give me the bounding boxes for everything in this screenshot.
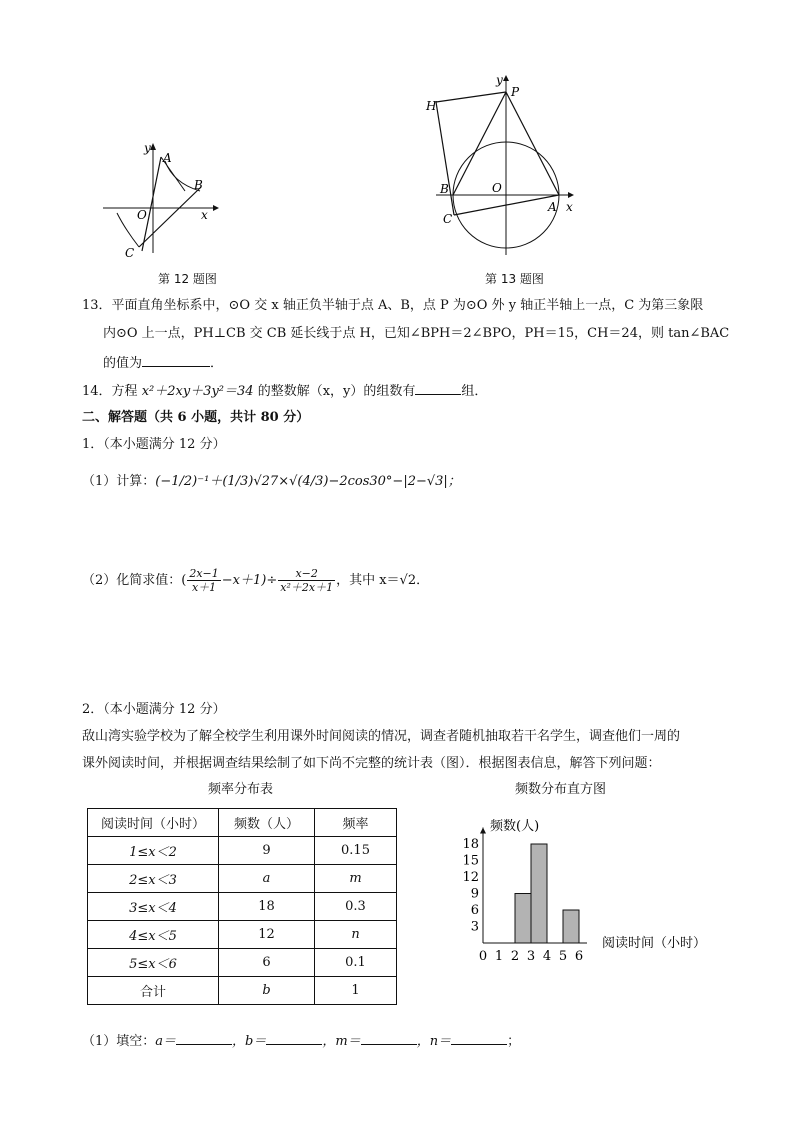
p1-part1-label: （1）计算： — [82, 474, 156, 489]
fig12-label-a: A — [163, 151, 172, 165]
fig12-x-arrow — [213, 205, 219, 211]
table-cell: m — [315, 865, 397, 893]
fig12-caption: 第 12 题图 — [158, 272, 217, 286]
chart-title: 频数分布直方图 — [515, 782, 607, 797]
histogram-chart — [450, 808, 740, 968]
q14-prefix: 14．方程 — [82, 384, 138, 399]
q13-line3-wrap: 的值为 ． — [103, 352, 223, 374]
chart-y-tick-label: 3 — [470, 919, 479, 935]
chart-bar — [563, 910, 579, 943]
p1-header: 1．（本小题满分 12 分） — [82, 437, 226, 452]
table-cell: 12 — [219, 921, 315, 949]
chart-y-tick-label: 15 — [462, 853, 479, 869]
table-cell: 1≤x＜2 — [88, 837, 219, 865]
table-row — [88, 865, 397, 893]
fill-n-label: ，n＝ — [416, 1034, 452, 1049]
chart-x-tick-label: 0 — [478, 949, 488, 964]
q14-end: 组． — [461, 384, 488, 399]
fig13-line-ph — [436, 92, 506, 102]
fig13-label-a: A — [548, 200, 557, 214]
chart-xlabel: 阅读时间（小时） — [602, 936, 707, 951]
fig12-label-c: C — [125, 246, 135, 260]
p2-line1: 敌山湾实验学校为了解全校学生利用课外时间阅读的情况，调查者随机抽取若干名学生，调查他们一周的 — [82, 729, 681, 744]
fill-label: （1）填空： — [82, 1034, 156, 1049]
chart-y-arrow — [480, 828, 486, 834]
table-cell: a — [219, 865, 315, 893]
q13-answer-blank — [142, 352, 210, 367]
fig12-label-y: y — [144, 141, 151, 155]
p1-part1-expr: (−1/2)⁻¹＋(1/3)√27×√(4/3)−2cos30°−|2−√3|； — [155, 474, 461, 489]
table-cell: b — [219, 977, 315, 1005]
table-cell: 3≤x＜4 — [88, 893, 219, 921]
fig13-label-h: H — [426, 99, 437, 113]
fill-a-label: a＝ — [155, 1034, 177, 1049]
p1-part1 — [82, 472, 461, 492]
p2-header: 2．（本小题满分 12 分） — [82, 702, 226, 717]
q13-line1: 13．平面直角坐标系中，⊙O 交 x 轴正负半轴于点 A、B，点 P 为⊙O 外 y 轴正半轴上一点，C 为第三象限 — [82, 298, 704, 313]
fill-m-blank — [361, 1030, 417, 1045]
figure-12 — [95, 135, 225, 265]
fig12-label-x: x — [201, 208, 208, 222]
frequency-table — [87, 808, 397, 1005]
table-row — [88, 893, 397, 921]
table-cell: 1 — [315, 977, 397, 1005]
q13-line2: 内⊙O 上一点，PH⊥CB 交 CB 延长线于点 H，已知∠BPH＝2∠BPO，PH＝15，CH＝24，则 tan∠BAC — [103, 326, 730, 341]
table-cell: 6 — [219, 949, 315, 977]
q14-suffix: 的整数解（x，y）的组数有 — [257, 384, 416, 399]
fill-n-blank — [451, 1030, 507, 1045]
fig13-label-o: O — [492, 181, 502, 195]
fig13-caption: 第 13 题图 — [485, 272, 544, 286]
figure-13 — [418, 70, 588, 265]
section2-title: 二、解答题（共 6 小题，共计 80 分） — [82, 410, 310, 425]
fig13-y-arrow — [503, 75, 509, 81]
q14-equation: x²＋2xy＋3y²＝34 — [141, 384, 254, 399]
table-cell: 0.1 — [315, 949, 397, 977]
q14-answer-blank — [415, 380, 461, 395]
table-total-row — [88, 977, 397, 1005]
table-row — [88, 949, 397, 977]
fill-b-blank — [266, 1030, 322, 1045]
chart-ylabel: 频数(人) — [490, 819, 540, 834]
p1-part2-label: （2）化简求值： — [82, 573, 182, 588]
table-cell: 0.15 — [315, 837, 397, 865]
table-header-cell: 频数（人） — [219, 809, 315, 837]
table-cell: 2≤x＜3 — [88, 865, 219, 893]
table-cell: 4≤x＜5 — [88, 921, 219, 949]
table-cell: n — [315, 921, 397, 949]
chart-x-tick-label: 2 — [510, 949, 520, 964]
fig13-label-b: B — [440, 182, 449, 196]
fig13-line-hc — [436, 102, 454, 215]
fig13-line-pa — [506, 92, 559, 195]
chart-x-tick-label: 4 — [542, 949, 552, 964]
fill-end: ； — [507, 1034, 521, 1049]
q13-line3: 的值为 — [103, 356, 143, 371]
fig13-label-p: P — [511, 85, 520, 99]
chart-x-tick-label: 1 — [494, 949, 504, 964]
fig12-line-ca — [142, 157, 161, 251]
table-cell: 0.3 — [315, 893, 397, 921]
chart-bar — [515, 894, 531, 944]
chart-x-tick-label: 6 — [574, 949, 584, 964]
fig13-label-y: y — [496, 73, 503, 87]
fig12-y-arrow — [150, 143, 156, 150]
table-row — [88, 921, 397, 949]
table-header-cell: 阅读时间（小时） — [88, 809, 219, 837]
fig13-label-c: C — [443, 212, 453, 226]
fig12-hyperbola-lower — [117, 213, 139, 247]
chart-y-tick-label: 6 — [470, 903, 479, 918]
p1-part2: （2）化简求值：( $\frac{2x-1}{x+1}$ −x＋1)÷ $\frac{x-2}{\text{x²＋2x＋1}}$ ，其中 x＝√2． — [82, 567, 430, 594]
table-header-row — [88, 809, 397, 837]
fill-a-blank — [176, 1030, 232, 1045]
chart-y-tick-label: 9 — [470, 886, 479, 902]
fig13-line-pb — [453, 92, 506, 195]
fill-m-label: ，m＝ — [322, 1034, 361, 1049]
chart-x-tick-label: 3 — [526, 949, 536, 964]
table-title: 频率分布表 — [208, 782, 274, 797]
chart-y-tick-label: 12 — [462, 870, 479, 885]
p2-fill — [82, 1030, 520, 1052]
fill-b-label: ，b＝ — [232, 1034, 267, 1049]
table-row — [88, 837, 397, 865]
fig13-label-x: x — [566, 200, 573, 214]
chart-bar — [531, 844, 547, 943]
chart-x-tick-label: 5 — [558, 949, 568, 964]
table-cell: 18 — [219, 893, 315, 921]
table-cell: 合计 — [88, 977, 219, 1005]
table-cell: 9 — [219, 837, 315, 865]
fig12-label-o: O — [137, 208, 147, 222]
p1-part2-tail: ，其中 x＝√2． — [336, 573, 430, 588]
fig12-label-b: B — [194, 178, 203, 192]
table-cell: 5≤x＜6 — [88, 949, 219, 977]
fig13-x-arrow — [568, 192, 574, 198]
chart-y-tick-label: 18 — [462, 837, 479, 852]
p2-line2: 课外阅读时间，并根据调查结果绘制了如下尚不完整的统计表（图）．根据图表信息，解答下列问题： — [82, 756, 661, 771]
q14-line — [82, 380, 487, 402]
table-header-cell: 频率 — [315, 809, 397, 837]
